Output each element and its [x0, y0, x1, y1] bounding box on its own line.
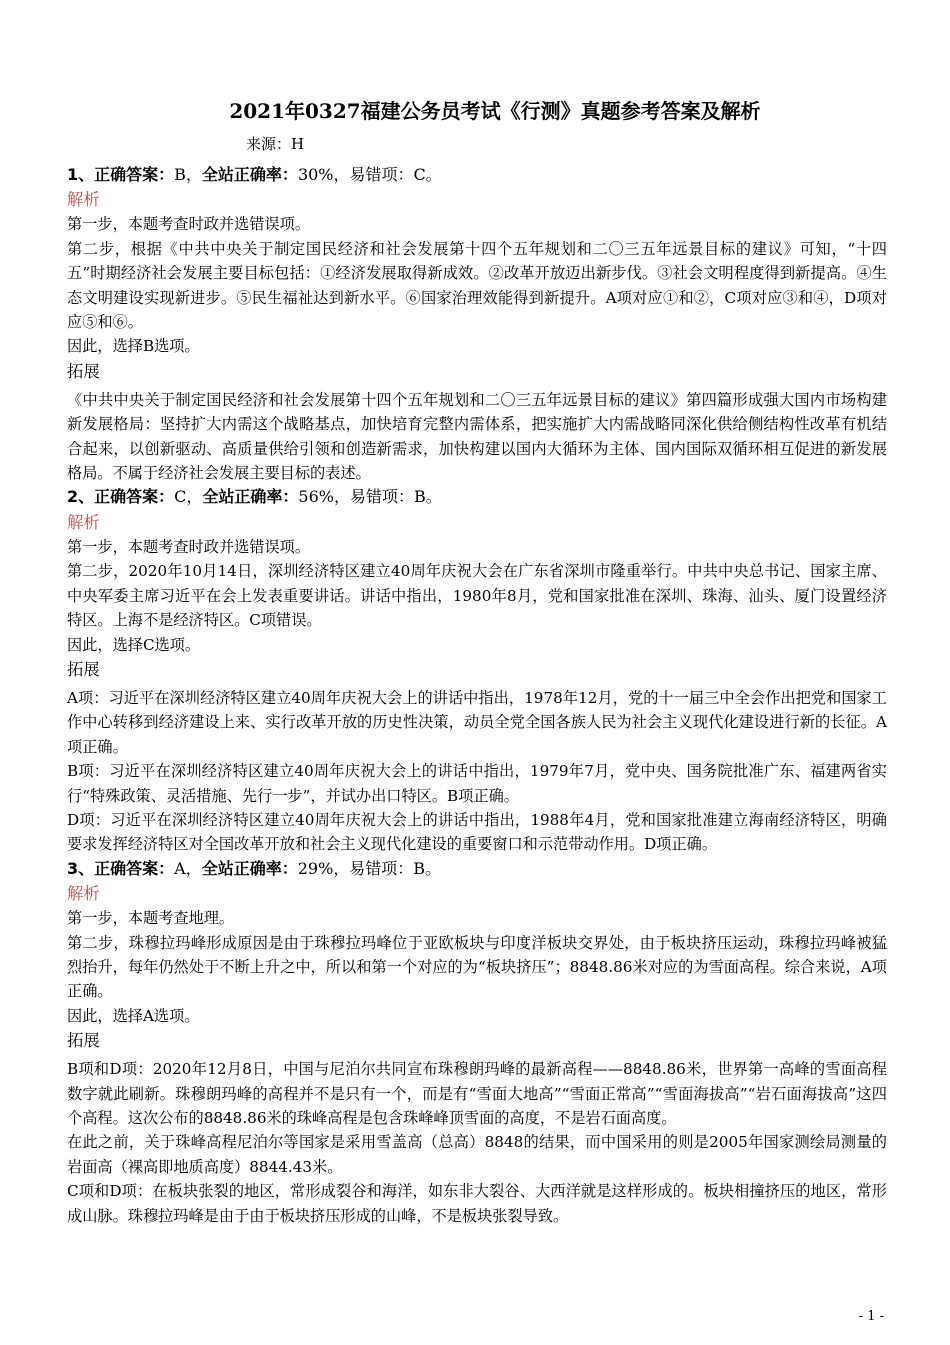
analysis-paragraph: 第二步，珠穆拉玛峰形成原因是由于珠穆拉玛峰位于亚欧板块与印度洋板块交界处，由于板块挤压运动，珠穆拉玛峰被猛烈抬升，每年仍然处于不断上升之中，所以和第一个对应的为“板块挤压”；8848.86米对应的为雪面高程。综合来说，A项正确。 [67, 933, 887, 1001]
analysis-paragraph: 因此，选择C选项。 [67, 635, 201, 654]
accuracy-value: 29%，易错项：B。 [297, 858, 442, 878]
extension-paragraph: 在此之前，关于珠峰高程尼泊尔等国家是采用雪盖高（总高）8848的结果，而中国采用的则是2005年国家测绘局测量的岩面高（裸高即地质高度）8844.43米。 [67, 1133, 887, 1176]
accuracy-label: 全站正确率： [202, 487, 299, 507]
accuracy-value: 56%，易错项：B。 [298, 487, 442, 507]
question-number: 2、 [67, 487, 95, 507]
analysis-paragraph: 因此，选择A选项。 [67, 1006, 200, 1025]
analysis-paragraph: 因此，选择B选项。 [67, 337, 200, 356]
extension-paragraph: C项和D项：在板块张裂的地区，常形成裂谷和海洋，如东非大裂谷、大西洋就是这样形成的。板块相撞挤压的地区，常形成山脉。珠穆拉玛峰是由于由于板块挤压形成的山峰，不是板块张裂导致。 [67, 1182, 887, 1225]
question-block [67, 485, 887, 856]
document-title: 2021年0327福建公务员考试《行测》真题参考答案及解析 [229, 99, 761, 123]
answer-label: 正确答案： [94, 858, 175, 878]
question-number: 3、 [67, 858, 95, 878]
page-number: - 1 - [858, 1309, 884, 1324]
question-number: 1、 [67, 165, 95, 184]
answer-value: C， [174, 487, 203, 507]
source-line: 来源：H [246, 135, 305, 153]
extension-heading: 拓展 [67, 1031, 100, 1051]
question-header [67, 857, 887, 881]
answer-label: 正确答案： [94, 487, 175, 507]
accuracy-label: 全站正确率： [201, 165, 298, 184]
accuracy-label: 全站正确率： [201, 858, 298, 878]
extension-paragraph: A项：习近平在深圳经济特区建立40周年庆祝大会上的讲话中指出，1978年12月，党的十一届三中全会作出把党和国家工作中心转移到经济建设上来、实行改革开放的历史性决策，动员全党全国各族人民为社会主义现代化建设进行新的长征。A项正确。 [67, 688, 887, 756]
accuracy-value: 30%，易错项：C。 [297, 165, 442, 184]
answer-label: 正确答案： [94, 165, 175, 184]
analysis-heading: 解析 [67, 190, 100, 210]
extension-heading: 拓展 [67, 361, 100, 381]
analysis-paragraph: 第二步，根据《中共中央关于制定国民经济和社会发展第十四个五年规划和二〇三五年远景目标的建议》可知，“十四五”时期经济社会发展主要目标包括：①经济发展取得新成效。②改革开放迈出新步伐。③社会文明程度得到新提高。④生态文明建设实现新进步。⑤民生福祉达到新水平。⑥国家治理效能得到新提升。A项对应①和②，C项对应③和④，D项对应⑤和⑥。 [67, 239, 887, 332]
extension-paragraph: B项：习近平在深圳经济特区建立40周年庆祝大会上的讲话中指出，1979年7月，党中央、国务院批准广东、福建两省实行“特殊政策、灵活措施、先行一步”，并试办出口特区。B项正确。 [67, 762, 887, 805]
analysis-paragraph: 第一步，本题考查时政并选错误项。 [67, 537, 310, 556]
analysis-paragraph: 第二步，2020年10月14日，深圳经济特区建立40周年庆祝大会在广东省深圳市隆重举行。中共中央总书记、国家主席、中央军委主席习近平在会上发表重要讲话。讲话中指出，1980年8月，党和国家批准在深圳、珠海、汕头、厦门设置经济特区。上海不是经济特区。C项错误。 [67, 562, 887, 630]
question-header [67, 163, 887, 187]
extension-paragraph: B项和D项：2020年12月8日，中国与尼泊尔共同宣布珠穆朗玛峰的最新高程——8848.86米，世界第一高峰的雪面高程数字就此刷新。珠穆朗玛峰的高程并不是只有一个，而是有“雪面大地高”“雪面正常高”“雪面海拔高”“岩石面海拔高”这四个高程。这次公布的8848.86米的珠峰高程是包含珠峰峰顶雪面的高度，不是岩石面高度。 [67, 1060, 887, 1127]
document-body [67, 163, 887, 1228]
question-block [67, 857, 887, 1228]
analysis-paragraph: 第一步，本题考查时政并选错误项。 [67, 215, 310, 234]
analysis-heading: 解析 [67, 512, 100, 532]
answer-value: B， [174, 165, 202, 184]
answer-value: A， [174, 858, 202, 878]
question-header [67, 485, 887, 509]
analysis-heading: 解析 [67, 884, 100, 904]
extension-paragraph: 《中共中央关于制定国民经济和社会发展第十四个五年规划和二〇三五年远景目标的建议》第四篇形成强大国内市场构建新发展格局：坚持扩大内需这个战略基点，加快培育完整内需体系，把实施扩大内需战略同深化供给侧结构性改革有机结合起来，以创新驱动、高质量供给引领和创造新需求，加快构建以国内大循环为主体、国内国际双循环相互促进的新发展格局。不属于经济社会发展主要目标的表述。 [67, 390, 887, 483]
extension-heading: 拓展 [67, 659, 100, 679]
question-block [67, 163, 887, 485]
analysis-paragraph: 第一步，本题考查地理。 [67, 909, 235, 928]
extension-paragraph: D项：习近平在深圳经济特区建立40周年庆祝大会上的讲话中指出，1988年4月，党和国家批准建立海南经济特区，明确要求发挥经济特区对全国改革开放和社会主义现代化建设的重要窗口和示范带动作用。D项正确。 [67, 810, 887, 854]
